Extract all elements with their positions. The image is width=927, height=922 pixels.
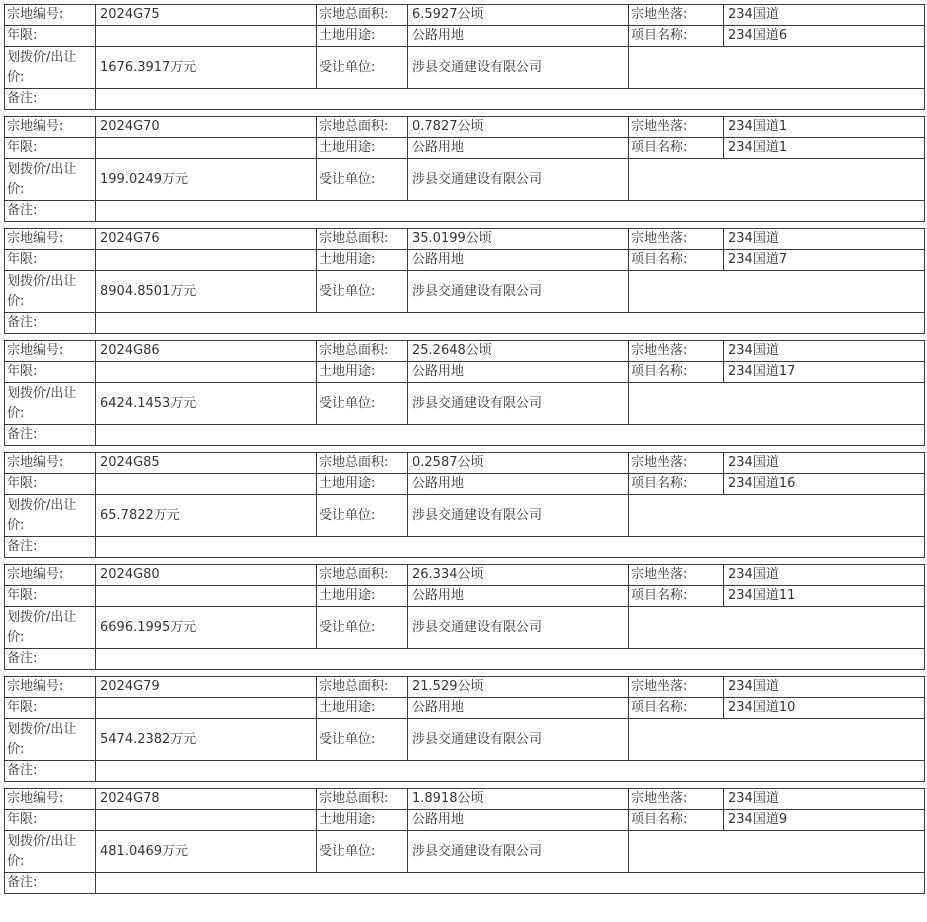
record-row-parcel — [5, 677, 925, 698]
land-use-value: 公路用地 — [408, 586, 629, 607]
parcel-no-value: 2024G75 — [96, 5, 317, 26]
land-record-table — [4, 452, 925, 558]
record-row-parcel — [5, 117, 925, 138]
total-area-value: 6.5927公顷 — [408, 5, 629, 26]
land-use-label: 土地用途: — [317, 586, 408, 607]
land-use-value: 公路用地 — [408, 810, 629, 831]
term-value — [96, 26, 317, 47]
empty-cell — [629, 831, 925, 873]
total-area-label: 宗地总面积: — [317, 789, 408, 810]
land-use-label: 土地用途: — [317, 26, 408, 47]
term-label: 年限: — [5, 362, 96, 383]
record-row-parcel — [5, 5, 925, 26]
parcel-no-value: 2024G80 — [96, 565, 317, 586]
location-label: 宗地坐落: — [629, 453, 724, 474]
land-use-label: 土地用途: — [317, 474, 408, 495]
record-row-price — [5, 607, 925, 649]
land-record-table — [4, 116, 925, 222]
record-row-price — [5, 383, 925, 425]
total-area-label: 宗地总面积: — [317, 5, 408, 26]
price-label: 划拨价/出让价: — [5, 47, 96, 89]
assignee-value: 涉县交通建设有限公司 — [408, 383, 629, 425]
land-use-value: 公路用地 — [408, 474, 629, 495]
term-value — [96, 138, 317, 159]
record-row-remarks — [5, 649, 925, 670]
land-use-value: 公路用地 — [408, 698, 629, 719]
record-row-term — [5, 250, 925, 271]
term-value — [96, 698, 317, 719]
parcel-no-label: 宗地编号: — [5, 677, 96, 698]
location-label: 宗地坐落: — [629, 117, 724, 138]
project-name-label: 项目名称: — [629, 250, 724, 271]
location-label: 宗地坐落: — [629, 677, 724, 698]
total-area-value: 25.2648公顷 — [408, 341, 629, 362]
project-name-label: 项目名称: — [629, 474, 724, 495]
record-row-remarks — [5, 201, 925, 222]
total-area-value: 35.0199公顷 — [408, 229, 629, 250]
location-value: 234国道 — [724, 5, 925, 26]
project-name-label: 项目名称: — [629, 698, 724, 719]
record-row-term — [5, 138, 925, 159]
price-value: 5474.2382万元 — [96, 719, 317, 761]
total-area-value: 1.8918公顷 — [408, 789, 629, 810]
location-value: 234国道 — [724, 453, 925, 474]
location-value: 234国道1 — [724, 117, 925, 138]
land-use-value: 公路用地 — [408, 362, 629, 383]
total-area-value: 26.334公顷 — [408, 565, 629, 586]
project-name-label: 项目名称: — [629, 362, 724, 383]
remarks-label: 备注: — [5, 873, 96, 894]
parcel-no-value: 2024G79 — [96, 677, 317, 698]
parcel-no-label: 宗地编号: — [5, 117, 96, 138]
project-name-label: 项目名称: — [629, 26, 724, 47]
parcel-no-value: 2024G70 — [96, 117, 317, 138]
parcel-no-label: 宗地编号: — [5, 565, 96, 586]
record-row-remarks — [5, 537, 925, 558]
assignee-value: 涉县交通建设有限公司 — [408, 159, 629, 201]
project-name-label: 项目名称: — [629, 138, 724, 159]
location-label: 宗地坐落: — [629, 229, 724, 250]
location-label: 宗地坐落: — [629, 341, 724, 362]
price-label: 划拨价/出让价: — [5, 831, 96, 873]
term-value — [96, 474, 317, 495]
price-value: 6424.1453万元 — [96, 383, 317, 425]
assignee-value: 涉县交通建设有限公司 — [408, 719, 629, 761]
record-row-price — [5, 719, 925, 761]
total-area-label: 宗地总面积: — [317, 453, 408, 474]
record-row-term — [5, 810, 925, 831]
assignee-label: 受让单位: — [317, 719, 408, 761]
remarks-label: 备注: — [5, 425, 96, 446]
parcel-no-label: 宗地编号: — [5, 453, 96, 474]
term-label: 年限: — [5, 810, 96, 831]
price-label: 划拨价/出让价: — [5, 495, 96, 537]
remarks-label: 备注: — [5, 89, 96, 110]
parcel-no-label: 宗地编号: — [5, 341, 96, 362]
land-use-label: 土地用途: — [317, 138, 408, 159]
location-label: 宗地坐落: — [629, 565, 724, 586]
record-row-parcel — [5, 565, 925, 586]
assignee-label: 受让单位: — [317, 495, 408, 537]
remarks-label: 备注: — [5, 649, 96, 670]
price-value: 199.0249万元 — [96, 159, 317, 201]
parcel-no-value: 2024G85 — [96, 453, 317, 474]
assignee-label: 受让单位: — [317, 607, 408, 649]
project-name-label: 项目名称: — [629, 810, 724, 831]
record-row-parcel — [5, 229, 925, 250]
project-name-value: 234国道11 — [724, 586, 925, 607]
remarks-value — [96, 89, 925, 110]
location-value: 234国道 — [724, 789, 925, 810]
parcel-no-value: 2024G78 — [96, 789, 317, 810]
price-value: 1676.3917万元 — [96, 47, 317, 89]
project-name-value: 234国道16 — [724, 474, 925, 495]
record-row-term — [5, 586, 925, 607]
parcel-no-label: 宗地编号: — [5, 229, 96, 250]
record-row-parcel — [5, 789, 925, 810]
land-use-label: 土地用途: — [317, 250, 408, 271]
parcel-no-value: 2024G76 — [96, 229, 317, 250]
land-record-table — [4, 340, 925, 446]
location-value: 234国道 — [724, 341, 925, 362]
price-value: 65.7822万元 — [96, 495, 317, 537]
land-record-table — [4, 228, 925, 334]
remarks-value — [96, 761, 925, 782]
parcel-no-label: 宗地编号: — [5, 789, 96, 810]
remarks-value — [96, 537, 925, 558]
remarks-label: 备注: — [5, 537, 96, 558]
price-label: 划拨价/出让价: — [5, 383, 96, 425]
remarks-label: 备注: — [5, 201, 96, 222]
total-area-label: 宗地总面积: — [317, 341, 408, 362]
land-use-value: 公路用地 — [408, 138, 629, 159]
empty-cell — [629, 159, 925, 201]
assignee-label: 受让单位: — [317, 159, 408, 201]
parcel-no-label: 宗地编号: — [5, 5, 96, 26]
land-use-value: 公路用地 — [408, 250, 629, 271]
price-label: 划拨价/出让价: — [5, 271, 96, 313]
record-row-parcel — [5, 453, 925, 474]
project-name-value: 234国道6 — [724, 26, 925, 47]
total-area-value: 21.529公顷 — [408, 677, 629, 698]
location-value: 234国道 — [724, 677, 925, 698]
project-name-value: 234国道9 — [724, 810, 925, 831]
project-name-label: 项目名称: — [629, 586, 724, 607]
project-name-value: 234国道17 — [724, 362, 925, 383]
record-row-parcel — [5, 341, 925, 362]
empty-cell — [629, 383, 925, 425]
record-row-remarks — [5, 89, 925, 110]
land-use-label: 土地用途: — [317, 362, 408, 383]
assignee-value: 涉县交通建设有限公司 — [408, 607, 629, 649]
record-row-price — [5, 271, 925, 313]
assignee-value: 涉县交通建设有限公司 — [408, 831, 629, 873]
term-label: 年限: — [5, 250, 96, 271]
land-record-table — [4, 564, 925, 670]
term-value — [96, 586, 317, 607]
empty-cell — [629, 47, 925, 89]
price-value: 8904.8501万元 — [96, 271, 317, 313]
total-area-label: 宗地总面积: — [317, 677, 408, 698]
location-value: 234国道 — [724, 565, 925, 586]
location-label: 宗地坐落: — [629, 5, 724, 26]
record-row-remarks — [5, 761, 925, 782]
record-row-remarks — [5, 873, 925, 894]
project-name-value: 234国道1 — [724, 138, 925, 159]
assignee-label: 受让单位: — [317, 271, 408, 313]
price-value: 6696.1995万元 — [96, 607, 317, 649]
land-record-table — [4, 4, 925, 110]
record-row-price — [5, 159, 925, 201]
price-label: 划拨价/出让价: — [5, 607, 96, 649]
empty-cell — [629, 271, 925, 313]
remarks-value — [96, 425, 925, 446]
empty-cell — [629, 607, 925, 649]
record-row-remarks — [5, 313, 925, 334]
land-record-table — [4, 788, 925, 894]
total-area-label: 宗地总面积: — [317, 229, 408, 250]
price-value: 481.0469万元 — [96, 831, 317, 873]
term-label: 年限: — [5, 586, 96, 607]
assignee-value: 涉县交通建设有限公司 — [408, 271, 629, 313]
location-label: 宗地坐落: — [629, 789, 724, 810]
remarks-value — [96, 649, 925, 670]
record-row-remarks — [5, 425, 925, 446]
remarks-label: 备注: — [5, 761, 96, 782]
parcel-no-value: 2024G86 — [96, 341, 317, 362]
price-label: 划拨价/出让价: — [5, 719, 96, 761]
remarks-value — [96, 201, 925, 222]
land-use-label: 土地用途: — [317, 810, 408, 831]
term-value — [96, 810, 317, 831]
record-row-term — [5, 474, 925, 495]
empty-cell — [629, 719, 925, 761]
assignee-label: 受让单位: — [317, 383, 408, 425]
land-records-list — [4, 4, 924, 900]
assignee-label: 受让单位: — [317, 47, 408, 89]
assignee-label: 受让单位: — [317, 831, 408, 873]
land-use-label: 土地用途: — [317, 698, 408, 719]
term-value — [96, 362, 317, 383]
empty-cell — [629, 495, 925, 537]
project-name-value: 234国道10 — [724, 698, 925, 719]
term-label: 年限: — [5, 474, 96, 495]
land-record-table — [4, 676, 925, 782]
total-area-label: 宗地总面积: — [317, 117, 408, 138]
term-label: 年限: — [5, 698, 96, 719]
record-row-price — [5, 495, 925, 537]
record-row-term — [5, 26, 925, 47]
record-row-price — [5, 831, 925, 873]
location-value: 234国道 — [724, 229, 925, 250]
record-row-price — [5, 47, 925, 89]
total-area-label: 宗地总面积: — [317, 565, 408, 586]
remarks-label: 备注: — [5, 313, 96, 334]
assignee-value: 涉县交通建设有限公司 — [408, 495, 629, 537]
price-label: 划拨价/出让价: — [5, 159, 96, 201]
record-row-term — [5, 698, 925, 719]
term-label: 年限: — [5, 138, 96, 159]
land-use-value: 公路用地 — [408, 26, 629, 47]
remarks-value — [96, 313, 925, 334]
total-area-value: 0.7827公顷 — [408, 117, 629, 138]
total-area-value: 0.2587公顷 — [408, 453, 629, 474]
record-row-term — [5, 362, 925, 383]
term-label: 年限: — [5, 26, 96, 47]
term-value — [96, 250, 317, 271]
assignee-value: 涉县交通建设有限公司 — [408, 47, 629, 89]
remarks-value — [96, 873, 925, 894]
project-name-value: 234国道7 — [724, 250, 925, 271]
